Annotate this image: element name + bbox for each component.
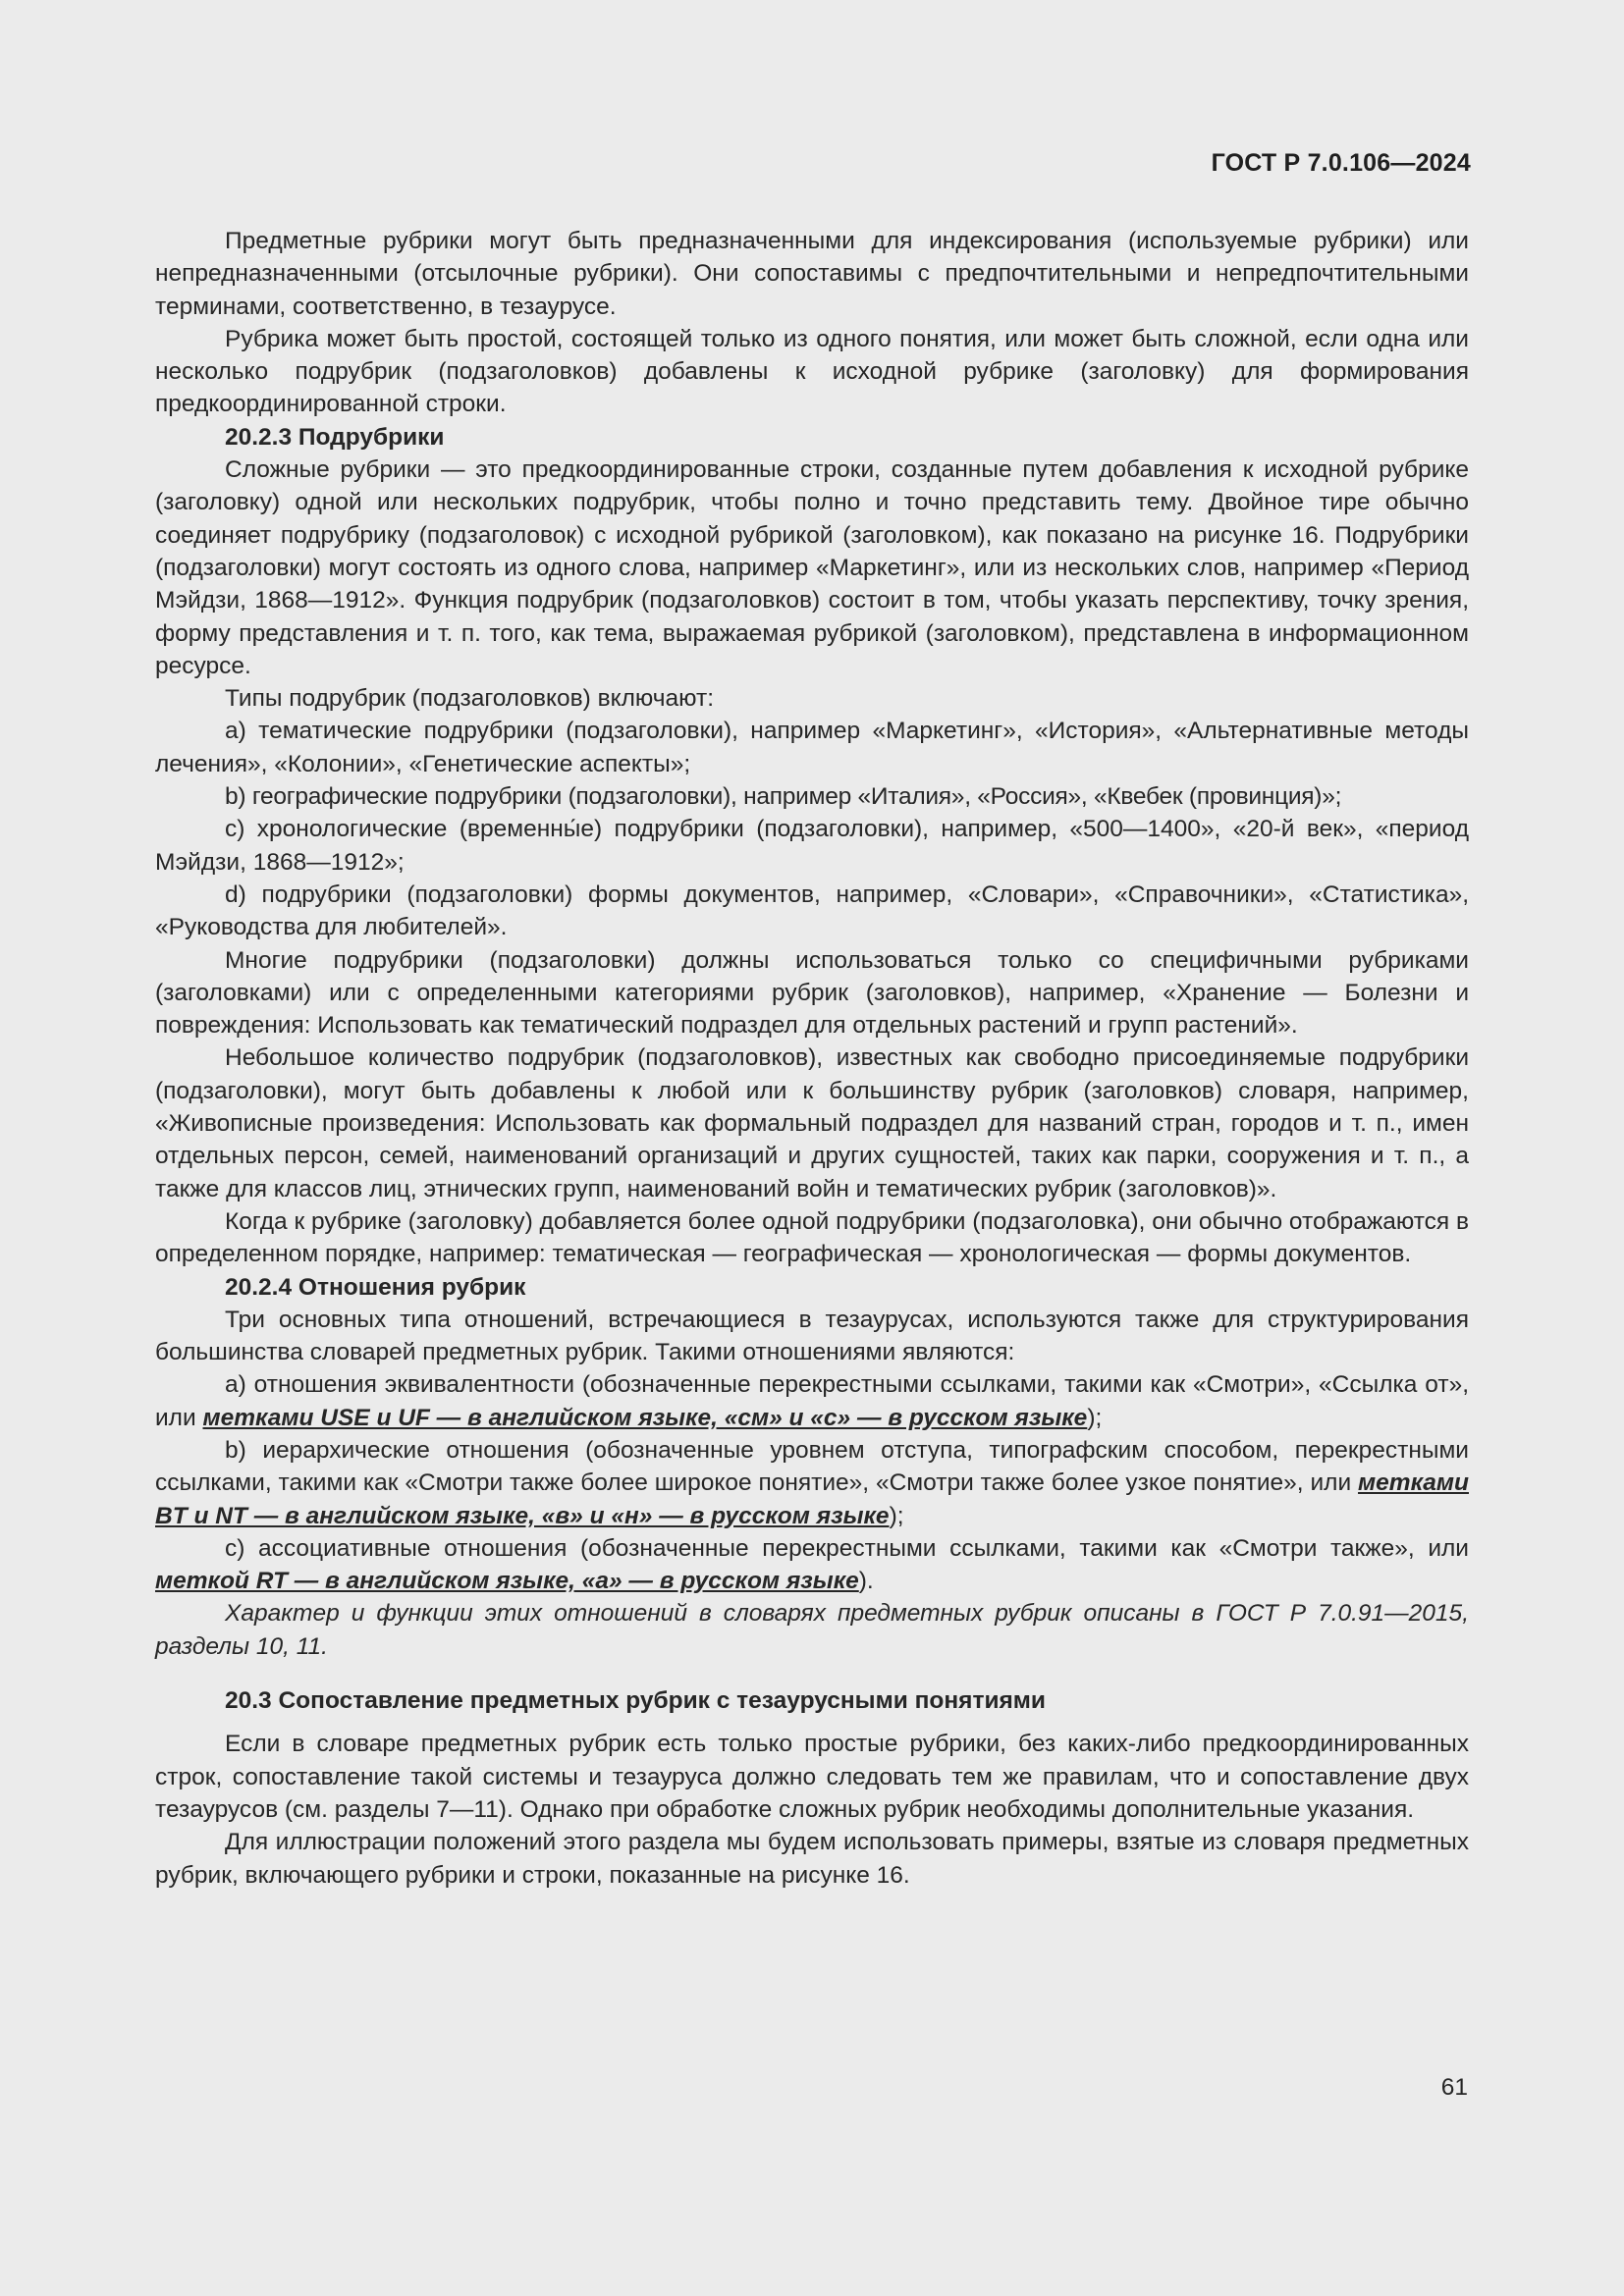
subsection-heading-20-2-3: 20.2.3 Подрубрики: [225, 423, 445, 451]
list-item-text: a) отношения эквивалентности (обозначенные перекрестными ссылками, такими как «Смотри», «Ссылка от», или: [155, 1371, 1469, 1431]
paragraph: Когда к рубрике (заголовку) добавляется более одной подрубрики (подзаголовка), они обычно отображаются в определенном порядке, например: тематическая — географическая — хронологическая — формы документов.: [155, 1207, 1470, 1268]
paragraph: Три основных типа отношений, встречающиеся в тезаурусах, используются также для структурирования большинства словарей предметных рубрик. Такими отношениями являются:: [155, 1306, 1469, 1366]
paragraph: Многие подрубрики (подзаголовки) должны использоваться только со специфичными рубриками (заголовками) или с определенными категориями рубрик (заголовков), например, «Хранение — Болезни и повреждения: Использовать как тематический подраздел для отдельных растений и групп растений».: [155, 946, 1469, 1040]
page-number: 61: [1440, 2074, 1468, 2101]
italic-note: Характер и функции этих отношений в словарях предметных рубрик описаны в ГОСТ Р 7.0.91—2015, разделы 10, 11.: [155, 1600, 1469, 1660]
list-item-text-end: ).: [858, 1568, 874, 1595]
emphasized-marks: метками BT и NT — в английском языке, «в» и «н» — в русском языке: [155, 1469, 1469, 1529]
paragraph: Сложные рубрики — это предкоординированные строки, созданные путем добавления к исходной рубрике (заголовку) одной или нескольких подрубрик, чтобы полно и точно представить тему. Двойное тире обычно соединяет подрубрику (подзаголовок) с исходной рубрикой (заголовком), как показано на рисунке 16. Подрубрики (подзаголовки) могут состоять из одного слова, например «Маркетинг», или из нескольких слов, например «Период Мэйдзи, 1868—1912». Функция подрубрик (подзаголовков) состоит в том, чтобы указать перспективу, точку зрения, форму представления и т. п. того, как тема, выражаемая рубрикой (заголовком), представлена в информационном ресурсе.: [155, 456, 1469, 679]
emphasized-marks: меткой RT — в английском языке, «а» — в русском языке: [155, 1568, 859, 1595]
list-item-a-relations: [155, 1368, 1469, 1434]
list-item-text: b) иерархические отношения (обозначенные уровнем отступа, типографским способом, перекрестными ссылками, такими как «Смотри также более широкое понятие», «Смотри также более узкое понятие», или: [155, 1436, 1469, 1497]
list-item-c-relations: [155, 1532, 1469, 1598]
list-item-text: c) ассоциативные отношения (обозначенные перекрестными ссылками, такими как «Смотри также», или: [225, 1534, 1469, 1562]
list-item-a: a) тематические подрубрики (подзаголовки), например «Маркетинг», «История», «Альтернативные методы лечения», «Колонии», «Генетические аспекты»;: [155, 718, 1469, 777]
emphasized-marks: метками USE и UF — в английском языке, «см» и «с» — в русском языке: [202, 1404, 1088, 1431]
paragraph: Для иллюстрации положений этого раздела мы будем использовать примеры, взятые из словаря предметных рубрик, включающего рубрики и строки, показанные на рисунке 16.: [155, 1829, 1469, 1889]
paragraph: Предметные рубрики могут быть предназначенными для индексирования (используемые рубрики) или непредназначенными (отсылочные рубрики). Они сопоставимы с предпочтительными и непредпочтительными терминами, соответственно, в тезаурусе.: [155, 228, 1469, 320]
list-item-c: c) хронологические (временны́е) подрубрики (подзаголовки), например, «500—1400», «20-й век», «период Мэйдзи, 1868—1912»;: [155, 816, 1469, 876]
section-heading-20-3: 20.3 Сопоставление предметных рубрик с тезаурусными понятиями: [225, 1687, 1046, 1715]
list-item-d: d) подрубрики (подзаголовки) формы документов, например, «Словари», «Справочники», «Статистика», «Руководства для любителей».: [155, 881, 1469, 941]
subsection-heading-20-2-4: 20.2.4 Отношения рубрик: [225, 1273, 526, 1301]
document-header-id: ГОСТ Р 7.0.106—2024: [1211, 149, 1471, 177]
list-item-text-end: );: [889, 1502, 904, 1529]
list-item-text-end: );: [1087, 1404, 1103, 1431]
document-body: [155, 225, 1469, 1892]
paragraph: Типы подрубрик (подзаголовков) включают:: [225, 685, 715, 713]
list-item-b-relations: [155, 1434, 1469, 1532]
paragraph: Небольшое количество подрубрик (подзаголовков), известных как свободно присоединяемые подрубрики (подзаголовки), могут быть добавлены к любой или к большинству рубрик (заголовков) словаря, например, «Живописные произведения: Использовать как формальный подраздел для названий стран, городов и т. п., имен отдельных персон, семей, наименований организаций и других сущностей, таких как парки, сооружения и т. п., а также для классов лиц, этнических групп, наименований войн и тематических рубрик (заголовков)».: [155, 1044, 1469, 1202]
list-item-b: b) географические подрубрики (подзаголовки), например «Италия», «Россия», «Квебек (провинция)»;: [225, 783, 1342, 811]
paragraph: Рубрика может быть простой, состоящей только из одного понятия, или может быть сложной, если одна или несколько подрубрик (подзаголовков) добавлены к исходной рубрике (заголовку) для формирования предкоординированной строки.: [155, 325, 1469, 418]
paragraph: Если в словаре предметных рубрик есть только простые рубрики, без каких-либо предкоординированных строк, сопоставление такой системы и тезауруса должно следовать тем же правилам, что и сопоставление двух тезаурусов (см. разделы 7—11). Однако при обработке сложных рубрик необходимы дополнительные указания.: [155, 1731, 1469, 1823]
